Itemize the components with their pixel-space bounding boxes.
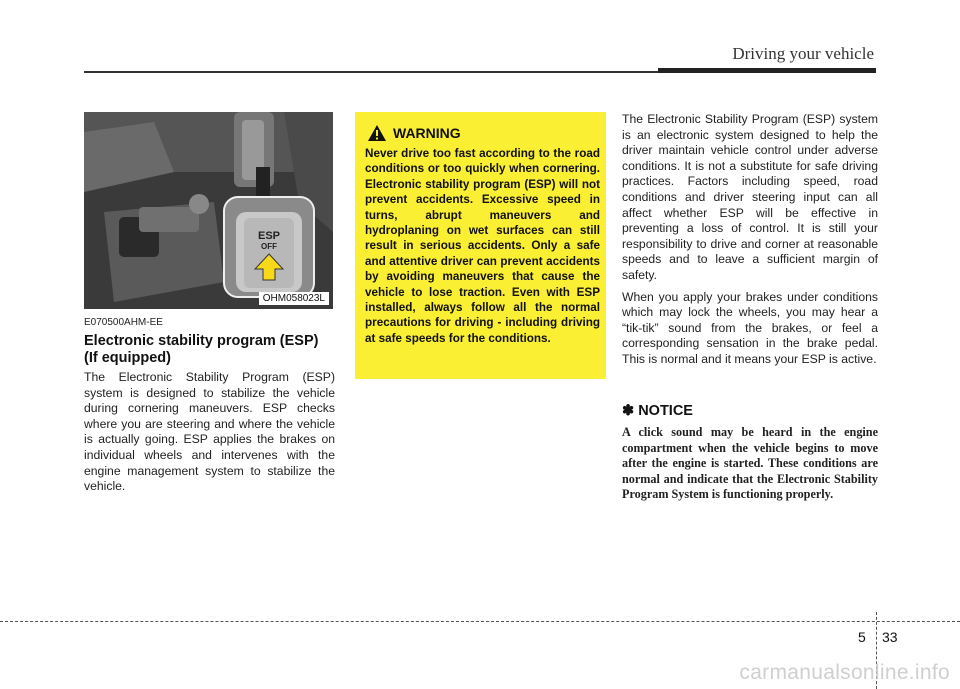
warning-header — [367, 124, 600, 142]
section-body: The Electronic Stability Program (ESP) system is designed to stabilize the vehicle during cornering maneuvers. ESP checks where you are steering and where the vehicle is actually going. ESP applies the brakes on individual wheels and intervenes with the engine management system to stabilize the vehicle. — [84, 370, 335, 494]
notice-title: NOTICE — [638, 403, 693, 419]
warning-box — [355, 112, 606, 379]
footer-rule — [0, 621, 960, 622]
header-rule-accent — [658, 68, 876, 73]
esp-button-photo — [84, 112, 333, 309]
warning-text: Never drive too fast according to the road conditions or too quickly when cornering. Electronic stability program (ESP) will not prevent accidents. Excessive speed in turns, abrupt maneuvers and hydroplaning on wet surfaces can still result in serious accidents. Only a safe and attentive driver can prevent accidents by avoiding maneuvers that cause the vehicle to lose traction. Even with ESP installed, always follow all the normal precautions for driving - including driving at safe speeds for the conditions. — [365, 147, 600, 345]
page-header-title: Driving your vehicle — [732, 44, 874, 63]
section-code: E070500AHM-EE — [84, 317, 163, 328]
section-title: Electronic stability program (ESP) (If equipped) — [84, 333, 319, 366]
esp-button-sublabel: OFF — [261, 242, 277, 251]
header-rule — [84, 71, 658, 73]
warning-triangle-icon — [367, 124, 387, 142]
notice-star-icon: ✽ — [622, 403, 635, 419]
dashboard-illustration — [84, 112, 333, 309]
watermark: carmanualsonline.info — [739, 661, 950, 684]
page-number: 33 — [882, 629, 898, 645]
notice-text: A click sound may be heard in the engine compartment when the vehicle begins to move after the engine is started. These conditions are normal and indicate that the Electronic Stability Program System is functioning properly. — [622, 425, 878, 502]
esp-button-label: ESP — [257, 230, 281, 242]
esp-description: The Electronic Stability Program (ESP) system is an electronic system designed to help the driver maintain vehicle control under adverse conditions. It is not a substitute for safe driving practices. Factors including speed, road conditions and driver steering input can all affect whether ESP will be effective in preventing a loss of control. It is still your responsibility to drive and corner at reasonable speeds and to leave a sufficient margin of safety. — [622, 112, 878, 282]
right-column — [622, 112, 878, 374]
esp-brake-info: When you apply your brakes under conditions which may lock the wheels, you may hear a “tik-tik” sound from the brakes, or feel a corresponding sensation in the brake pedal. This is normal and it means your ESP is active. — [622, 289, 878, 366]
warning-title: WARNING — [393, 125, 461, 141]
chapter-number: 5 — [858, 629, 866, 645]
figure-code: OHM058023L — [259, 292, 329, 305]
notice-heading — [622, 403, 693, 419]
